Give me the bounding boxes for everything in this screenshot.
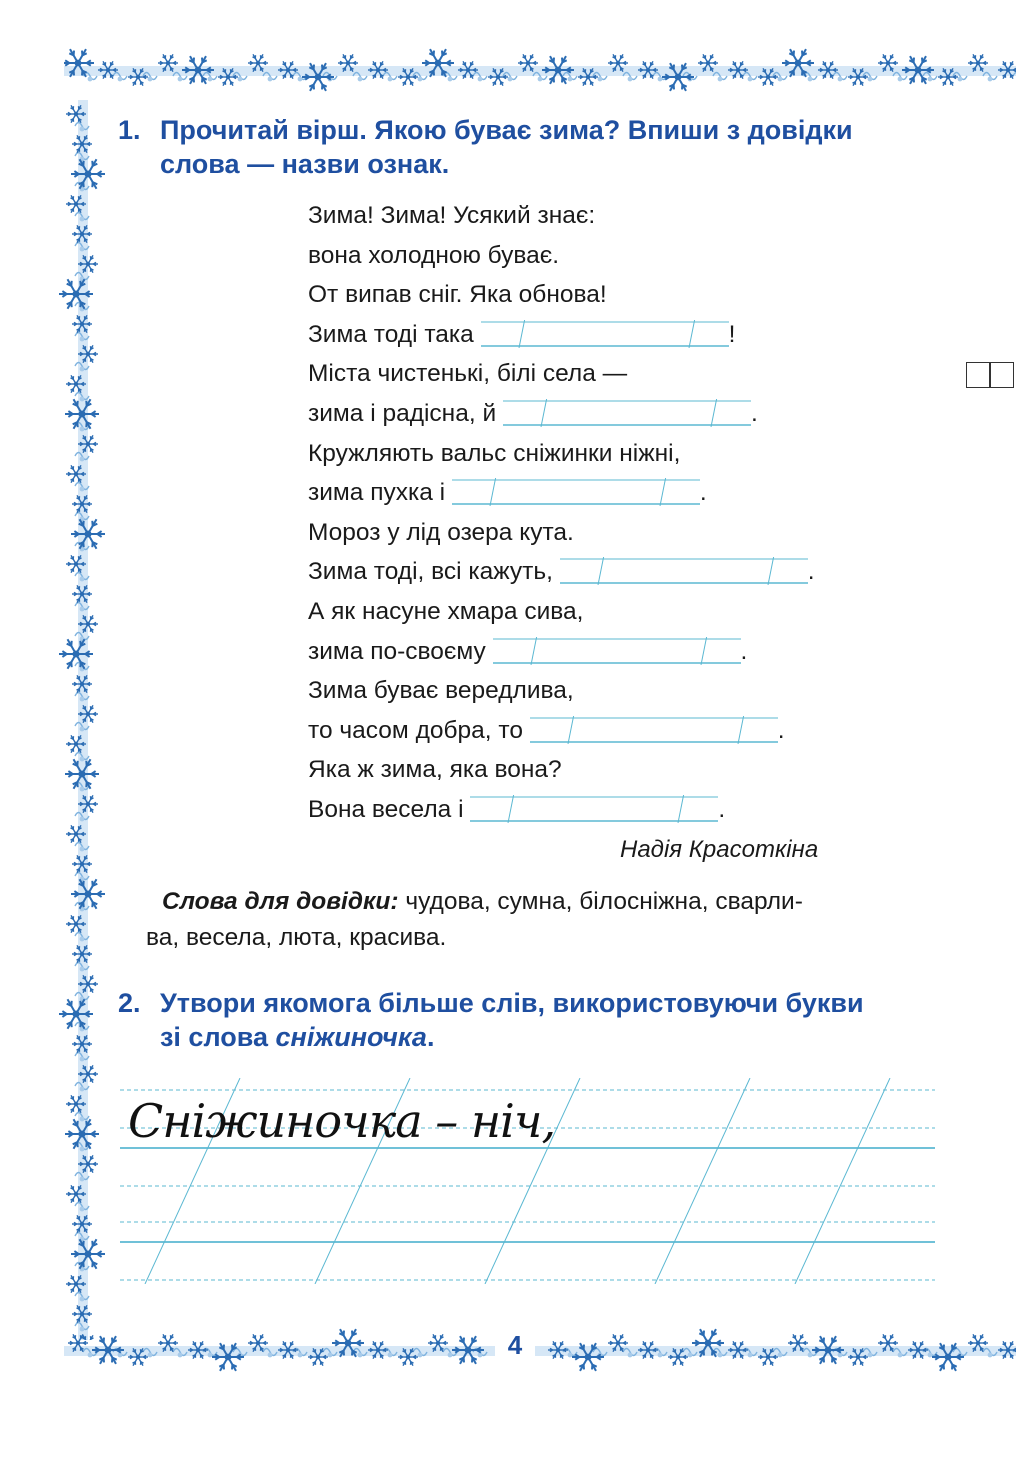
poem-line-text: От випав сніг. Яка обнова! (308, 281, 607, 309)
task-2-number: 2. (118, 988, 141, 1018)
poem-line (308, 473, 815, 513)
blank-lines (470, 795, 718, 823)
answer-blank[interactable] (560, 557, 808, 585)
reference-label: Слова для довідки: (162, 888, 399, 915)
poem-line (308, 275, 815, 315)
poem-line-text: Вона весела і (308, 795, 464, 823)
task-2-title-prefix: зі слова (160, 1022, 276, 1052)
handwritten-answer: Сніжиночка – ніч, (128, 1094, 556, 1148)
reference-text-1: чудова, сумна, білосніжна, сварли- (405, 888, 803, 915)
snowflake-icon (638, 61, 658, 78)
poem-line-text: А як насуне хмара сива, (308, 597, 584, 625)
snowflake-icon (188, 1341, 208, 1358)
snowflake-icon (92, 1336, 124, 1364)
poem-line (308, 552, 815, 592)
poem-line (308, 750, 815, 790)
task-1-title (118, 113, 933, 181)
poem-line-text: вона холодною буває. (308, 241, 560, 269)
poem-line (308, 434, 815, 474)
snowflake-icon (548, 1341, 568, 1358)
answer-blank[interactable] (530, 716, 778, 744)
poem-line (308, 394, 815, 434)
reference-text-2: ва, весела, люта, красива. (146, 924, 447, 951)
poem-line (308, 315, 815, 355)
snowflake-icon (908, 1341, 928, 1358)
poem-line-text: Яка ж зима, яка вона? (308, 756, 562, 784)
poem (308, 196, 815, 830)
blank-lines (493, 637, 741, 665)
poem-punct: . (740, 637, 748, 665)
poem-punct: ! (728, 320, 736, 348)
answer-blank[interactable] (470, 795, 718, 823)
snowflake-icon (728, 1341, 748, 1358)
poem-line-text: зима по-своєму (308, 637, 486, 665)
poem-line (308, 671, 815, 711)
snowflake-icon (98, 61, 118, 78)
snowflake-icon (638, 1341, 658, 1358)
reference-words (146, 884, 936, 956)
snowflake-icon (998, 1341, 1016, 1358)
snowflake-icon (818, 61, 838, 78)
answer-blank[interactable] (481, 320, 729, 348)
poem-line (308, 513, 815, 553)
poem-line-text: Зима тоді така (308, 320, 474, 348)
snowflake-icon (368, 1341, 388, 1358)
poem-line-text: зима пухка і (308, 479, 446, 507)
blank-lines (452, 478, 700, 506)
poem-line-text: Зима тоді, всі кажуть, (308, 558, 553, 586)
snowflake-border-left (52, 100, 116, 1340)
poem-line (308, 236, 815, 276)
snowflake-icon (728, 61, 748, 78)
poem-line-text: то часом добра, то (308, 716, 523, 744)
blank-lines (560, 557, 808, 585)
snowflake-icon (278, 61, 298, 78)
task-1-number: 1. (118, 115, 141, 145)
answer-blank[interactable] (503, 399, 751, 427)
blank-lines (530, 716, 778, 744)
poem-line-text: Зима буває вередлива, (308, 677, 574, 705)
poem-line-text: Кружляють вальс сніжинки ніжні, (308, 439, 681, 467)
snowflake-icon (368, 61, 388, 78)
side-tab-marker (966, 362, 1014, 388)
poem-line-text: Мороз у лід озера кута. (308, 518, 574, 546)
snowflake-icon (452, 1336, 484, 1364)
poem-punct: . (750, 399, 758, 427)
poem-line-text: зима і радісна, й (308, 399, 497, 427)
poem-line (308, 711, 815, 751)
poem-line (308, 632, 815, 672)
task-1-title-line2: слова — назви ознак. (160, 149, 450, 179)
snowflake-icon (278, 1341, 298, 1358)
answer-blank[interactable] (493, 637, 741, 665)
poem-line-text: Міста чистенькі, білі села — (308, 360, 628, 388)
snowflake-icon (812, 1336, 844, 1364)
poem-line (308, 196, 815, 236)
snowflake-icon (458, 61, 478, 78)
answer-blank[interactable] (452, 478, 700, 506)
poem-line-text: Зима! Зима! Усякий знає: (308, 202, 596, 229)
page-number: 4 (495, 1330, 535, 1361)
poem-line (308, 790, 815, 830)
blank-lines (481, 320, 729, 348)
task-1-title-line1: Прочитай вірш. Якою буває зима? Впиши з довідки (160, 115, 853, 145)
task-2-title-end: . (426, 1022, 435, 1052)
blank-lines (503, 399, 751, 427)
poem-line (308, 592, 815, 632)
task-2-title-word: сніжиночка (275, 1022, 427, 1052)
poem-punct: . (718, 795, 726, 823)
snowflake-border-bottom (64, 1318, 1016, 1384)
poem-punct: . (699, 479, 707, 507)
snowflake-border-top (64, 40, 1016, 104)
poem-punct: . (777, 716, 785, 744)
poem-author: Надія Красоткіна (620, 836, 819, 863)
poem-punct: . (807, 558, 815, 586)
task-2-title (118, 986, 933, 1054)
snowflake-icon (998, 61, 1016, 78)
poem-line (308, 354, 815, 394)
task-2-title-line1: Утвори якомога більше слів, використовуючи букви (160, 988, 864, 1018)
